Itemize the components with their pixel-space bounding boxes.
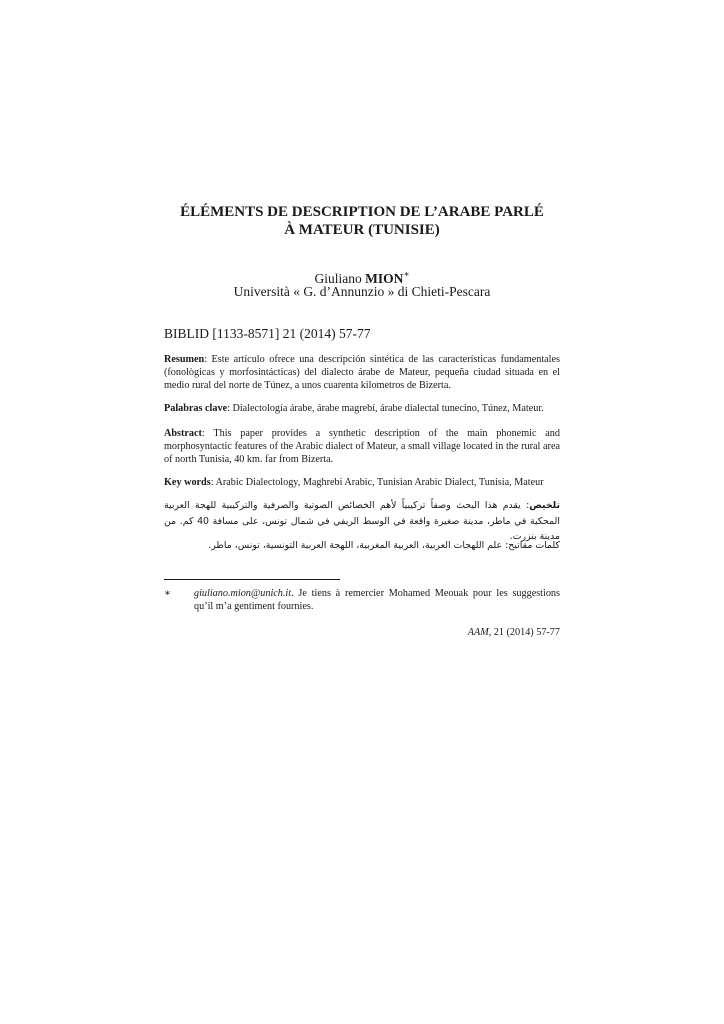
title-line-1: ÉLÉMENTS DE DESCRIPTION DE L’ARABE PARLÉ (180, 204, 544, 220)
footnote-body (194, 587, 560, 613)
title-line-2: À MATEUR (TUNISIE) (284, 222, 440, 238)
keywords-paragraph (164, 477, 560, 490)
running-footer-text: , 21 (2014) 57-77 (488, 627, 560, 638)
footnote-separator (164, 579, 340, 580)
keywords-text: : Arabic Dialectology, Maghrebi Arabic, Tunisian Arabic Dialect, Tunisia, Mateur (210, 477, 544, 488)
palabras-clave-text: : Dialectología árabe, árabe magrebí, árabe dialectal tunecino, Túnez, Mateur. (227, 403, 544, 414)
footnote-mark: ∗ (164, 588, 171, 599)
author-surname: MION (365, 271, 404, 286)
resumen-paragraph (164, 354, 560, 392)
running-footer (164, 626, 560, 639)
footnote (164, 587, 560, 613)
resumen-text: : Este artículo ofrece una descripción sintética de las características fundamentales (fonològicas y morfosintácticas) del dialecto árabe de Mateur, pequeña ciudad situada en el medio rural del norte de Túnez, a unos cuarenta kilometros de Bizerta. (164, 354, 560, 391)
abstract-text: : This paper provides a synthetic description of the main phonemic and morphosyntactic features of the Arabic dialect of Mateur, a small village located in the rural area of north Tunisia, 40 km. far from Bizerta. (164, 428, 560, 465)
keywords-label: Key words (164, 477, 211, 488)
palabras-clave-label: Palabras clave (164, 403, 228, 414)
author-affiliation: Università « G. d’Annunzio » di Chieti-Pescara (233, 284, 491, 299)
abstract-paragraph (164, 428, 560, 466)
footnote-email-link[interactable]: giuliano.mion@unich.it (194, 588, 292, 599)
arabic-keywords-paragraph: كلمات مفاتيح: علم اللهجات العربية، العربية المغربية، اللهجة العربية التونسية، تونس، ماطر. (208, 540, 560, 551)
arabic-abstract-text: : يقدم هذا البحث وصفاً تركيبياً لأهم الخصائص الصوتية والصرفية والتركيبية للهجة العربية المحكية في ماطر، مدينة صغيرة واقعة في الوسط الريفي في شمال تونس، على مسافة 40 كم. من مدينة بنزرت. (164, 500, 560, 542)
author-footnote-mark[interactable]: ∗ (403, 269, 410, 279)
running-footer-journal: AAM (467, 627, 489, 638)
abstract-label: Abstract (164, 428, 202, 439)
arabic-abstract-label: تلخيص (529, 500, 560, 511)
author-given-name: Giuliano (314, 271, 362, 286)
resumen-label: Resumen (164, 354, 205, 365)
footnote-text: . Je tiens à remercier Mohamed Meouak pour les suggestions qu’il m’a gentiment fournies. (194, 588, 560, 612)
palabras-clave-paragraph (164, 403, 560, 416)
biblid-line: BIBLID [1133-8571] 21 (2014) 57-77 (164, 326, 371, 341)
article-title (164, 203, 560, 239)
